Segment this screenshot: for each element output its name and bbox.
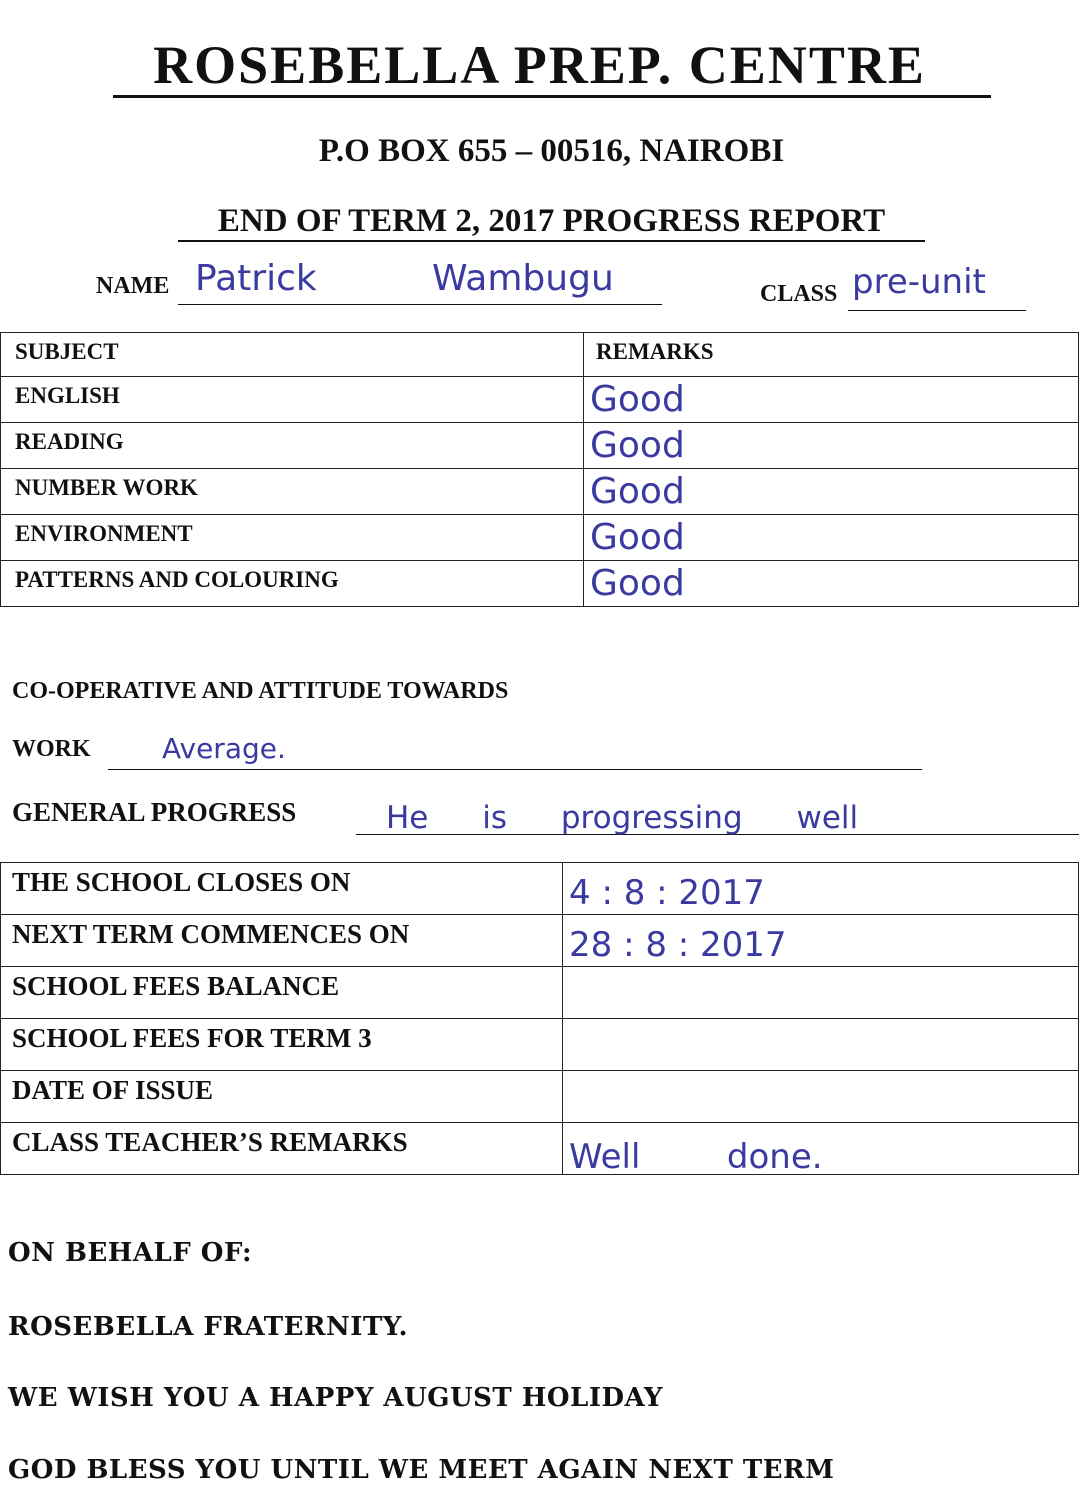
class-field-line bbox=[848, 310, 1026, 311]
info-value-cell bbox=[563, 1019, 1079, 1071]
name-field-line bbox=[178, 304, 662, 305]
subject-cell: ENGLISH bbox=[1, 377, 584, 423]
remark-cell bbox=[584, 377, 1079, 423]
remark-cell bbox=[584, 561, 1079, 607]
general-progress-label: GENERAL PROGRESS bbox=[12, 797, 297, 827]
school-name-underline bbox=[113, 95, 991, 98]
subject-cell: ENVIRONMENT bbox=[1, 515, 584, 561]
remark-value: Good bbox=[590, 379, 685, 420]
school-name: ROSEBELLA PREP. CENTRE bbox=[153, 35, 926, 95]
remarks-header: REMARKS bbox=[584, 333, 1079, 377]
table-row bbox=[1, 515, 1079, 561]
remark-value: Good bbox=[590, 425, 685, 466]
next-term-value: 28 : 8 : 2017 bbox=[569, 925, 787, 965]
info-label: NEXT TERM COMMENCES ON bbox=[1, 915, 563, 967]
table-row bbox=[1, 1019, 1079, 1071]
attitude-label: CO-OPERATIVE AND ATTITUDE TOWARDS bbox=[12, 678, 509, 704]
table-row bbox=[1, 1071, 1079, 1123]
work-label: WORK bbox=[12, 736, 91, 762]
info-value-cell bbox=[563, 1123, 1079, 1175]
remark-cell bbox=[584, 423, 1079, 469]
attitude-value: Average. bbox=[162, 732, 286, 765]
subject-cell: READING bbox=[1, 423, 584, 469]
teacher-remarks-value: Well done. bbox=[569, 1137, 823, 1177]
work-field-line bbox=[108, 769, 922, 770]
footer-behalf: ON BEHALF OF: bbox=[8, 1238, 253, 1268]
general-progress-value: He is progressing well bbox=[386, 800, 859, 836]
remark-cell bbox=[584, 515, 1079, 561]
info-value-cell bbox=[563, 967, 1079, 1019]
remark-cell bbox=[584, 469, 1079, 515]
school-address: P.O BOX 655 – 00516, NAIROBI bbox=[318, 133, 785, 169]
footer-holiday-wish: WE WISH YOU A HAPPY AUGUST HOLIDAY bbox=[8, 1383, 663, 1413]
footer-fraternity: ROSEBELLA FRATERNITY. bbox=[8, 1312, 409, 1342]
table-header-row bbox=[1, 333, 1079, 377]
info-label: CLASS TEACHER’S REMARKS bbox=[1, 1123, 563, 1175]
report-title: END OF TERM 2, 2017 PROGRESS REPORT bbox=[217, 203, 886, 239]
table-row bbox=[1, 423, 1079, 469]
info-value-cell bbox=[563, 863, 1079, 915]
info-label: SCHOOL FEES BALANCE bbox=[1, 967, 563, 1019]
info-label: DATE OF ISSUE bbox=[1, 1071, 563, 1123]
info-label: THE SCHOOL CLOSES ON bbox=[1, 863, 563, 915]
remark-value: Good bbox=[590, 471, 685, 512]
remark-value: Good bbox=[590, 517, 685, 558]
table-row bbox=[1, 469, 1079, 515]
footer-blessing: GOD BLESS YOU UNTIL WE MEET AGAIN NEXT TERM bbox=[8, 1455, 835, 1485]
name-label: NAME bbox=[96, 273, 170, 299]
table-row bbox=[1, 863, 1079, 915]
subject-cell: PATTERNS AND COLOURING bbox=[1, 561, 584, 607]
class-label: CLASS bbox=[760, 281, 838, 307]
subject-header: SUBJECT bbox=[1, 333, 584, 377]
remark-value: Good bbox=[590, 563, 685, 604]
table-row bbox=[1, 915, 1079, 967]
school-closes-value: 4 : 8 : 2017 bbox=[569, 873, 765, 913]
school-info-table bbox=[0, 862, 1079, 1175]
table-row bbox=[1, 561, 1079, 607]
subjects-table bbox=[0, 332, 1079, 607]
report-title-underline bbox=[178, 240, 925, 242]
info-value-cell bbox=[563, 1071, 1079, 1123]
table-row bbox=[1, 377, 1079, 423]
subject-cell: NUMBER WORK bbox=[1, 469, 584, 515]
student-last-name: Wambugu bbox=[432, 258, 614, 299]
info-label: SCHOOL FEES FOR TERM 3 bbox=[1, 1019, 563, 1071]
table-row bbox=[1, 967, 1079, 1019]
table-row bbox=[1, 1123, 1079, 1175]
student-class: pre-unit bbox=[852, 262, 986, 302]
info-value-cell bbox=[563, 915, 1079, 967]
student-first-name: Patrick bbox=[195, 258, 317, 299]
